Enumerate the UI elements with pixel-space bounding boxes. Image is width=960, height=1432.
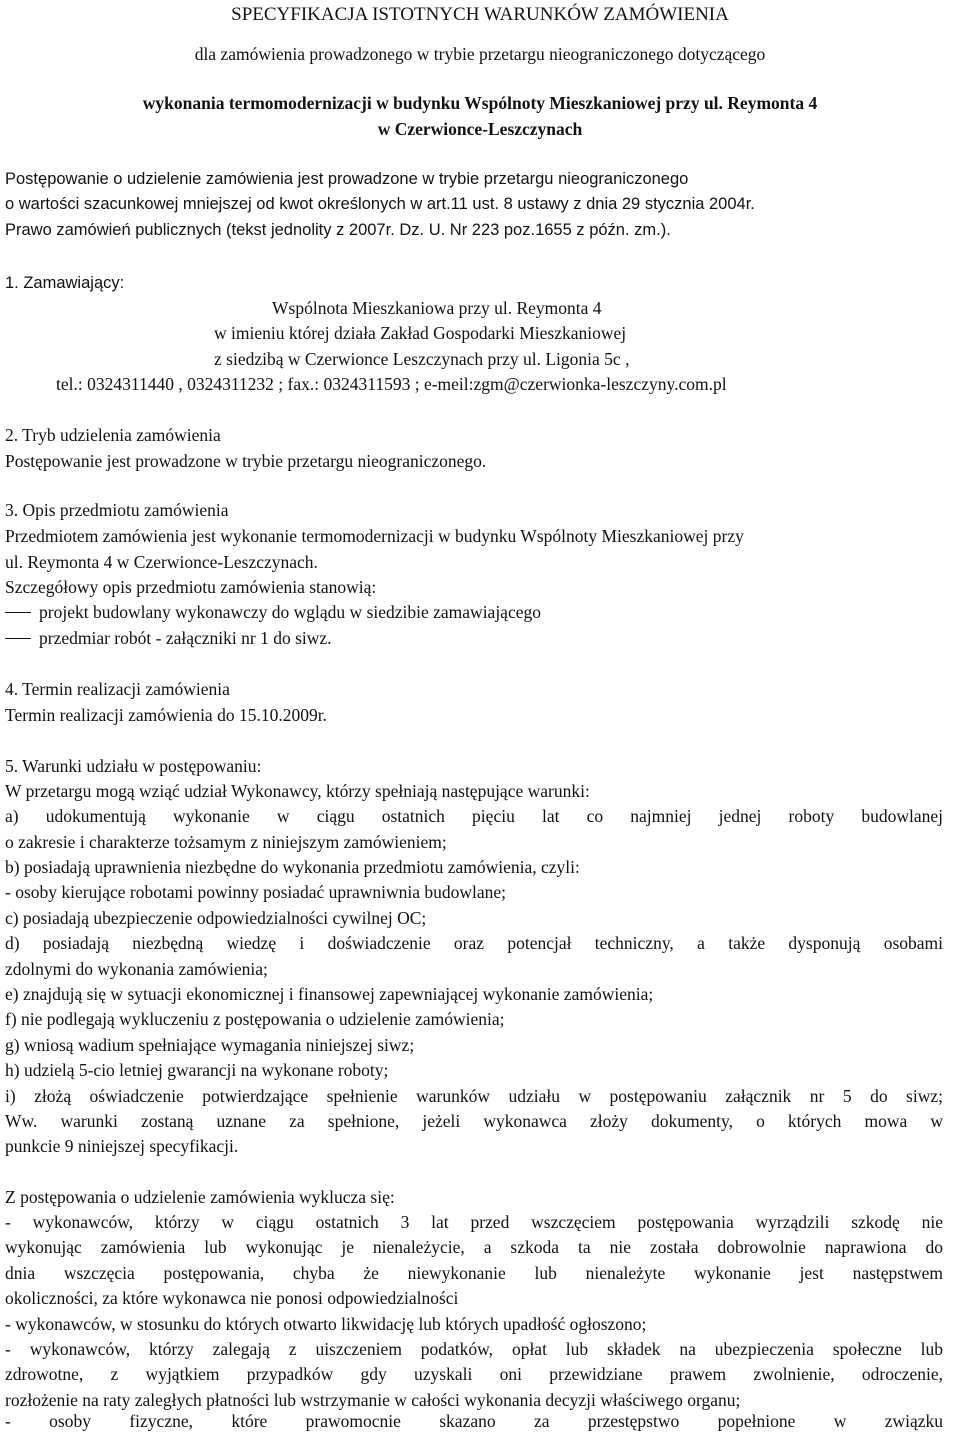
orderer-line: z siedzibą w Czerwionce Leszczynach przy ul. Ligonia 5c , — [214, 349, 630, 369]
condition-line: punkcie 9 niniejszej specyfikacji. — [5, 1136, 239, 1156]
exclusion-line: rozłożenie na raty zaległych płatności lub wstrzymanie w całości wykonania decyzji właściwego organu; — [5, 1390, 741, 1410]
exclusion-line: okoliczności, za które wykonawca nie ponosi odpowiedzialności — [5, 1288, 459, 1308]
intro-line: Postępowanie o udzielenie zamówienia jest prowadzone w trybie przetargu nieograniczonego — [5, 170, 689, 188]
bullet-item: projekt budowlany wykonawczy do wglądu w siedzibie zamawiającego — [39, 602, 541, 622]
condition-line: Ww. warunki zostaną uznane za spełnione, jeżeli wykonawca złoży dokumenty, o których mowa w — [5, 1111, 943, 1131]
exclusion-line: wykonując zamówienia lub wykonując je nienależycie, a szkoda ta nie została dobrowolnie naprawiona do — [5, 1237, 943, 1257]
subject-line: w Czerwionce-Leszczynach — [377, 119, 583, 139]
bullet-dash — [5, 638, 31, 639]
exclusion-line: zdrowotne, z wyjątkiem przypadków gdy uzyskali oni przewidziane prawem zwolnienie, odroczenie, — [5, 1364, 943, 1384]
section-heading: 1. Zamawiający: — [5, 274, 125, 292]
section-heading: 4. Termin realizacji zamówienia — [5, 679, 230, 699]
condition-line: h) udzielą 5-cio letniej gwarancji na wykonane roboty; — [5, 1060, 389, 1080]
section-heading: 2. Tryb udzielenia zamówienia — [5, 425, 221, 445]
section-text: Szczegółowy opis przedmiotu zamówienia stanowią: — [5, 577, 377, 597]
section-text: Termin realizacji zamówienia do 15.10.2009r. — [5, 705, 327, 725]
section-text: Postępowanie jest prowadzone w trybie przetargu nieograniczonego. — [5, 451, 487, 471]
bullet-dash — [5, 612, 31, 613]
condition-line: o zakresie i charakterze tożsamym z niniejszym zamówieniem; — [5, 832, 447, 852]
section-heading: 5. Warunki udziału w postępowaniu: — [5, 756, 262, 776]
condition-line: b) posiadają uprawnienia niezbędne do wykonania przedmiotu zamówienia, czyli: — [5, 857, 580, 877]
exclusion-line: - wykonawców, którzy w ciągu ostatnich 3 lat przed wszczęciem postępowania wyrządzili szkodę nie — [5, 1212, 943, 1232]
exclusions-intro: Z postępowania o udzielenie zamówienia wyklucza się: — [5, 1187, 395, 1207]
condition-line: f) nie podlegają wykluczeniu z postępowania o udzielenie zamówienia; — [5, 1009, 505, 1029]
section-text: Przedmiotem zamówienia jest wykonanie termomodernizacji w budynku Wspólnoty Mieszkaniowej przy — [5, 526, 744, 546]
exclusion-line: dnia wszczęcia postępowania, chyba że niewykonanie lub nienależyte wykonanie jest następstwem — [5, 1263, 943, 1283]
condition-line: W przetargu mogą wziąć udział Wykonawcy, którzy spełniają następujące warunki: — [5, 781, 590, 801]
condition-line: d) posiadają niezbędną wiedzę i doświadczenie oraz potencjał techniczny, a także dysponują osobami — [5, 933, 943, 953]
exclusion-line: - wykonawców, w stosunku do których otwarto likwidację lub których upadłość ogłoszono; — [5, 1314, 647, 1334]
subject-line: wykonania termomodernizacji w budynku Wspólnoty Mieszkaniowej przy ul. Reymonta 4 — [142, 93, 818, 113]
section-heading: 3. Opis przedmiotu zamówienia — [5, 500, 229, 520]
orderer-line: w imieniu której działa Zakład Gospodarki Mieszkaniowej — [214, 323, 627, 343]
intro-line: Prawo zamówień publicznych (tekst jednolity z 2007r. Dz. U. Nr 223 poz.1655 z późn. zm.). — [5, 221, 671, 239]
condition-line: g) wniosą wadium spełniające wymagania niniejszej siwz; — [5, 1035, 415, 1055]
exclusion-line: - wykonawców, którzy zalegają z uiszczeniem podatków, opłat lub składek na ubezpieczenia społeczne lub — [5, 1339, 943, 1359]
intro-line: o wartości szacunkowej mniejszej od kwot określonych w art.11 ust. 8 ustawy z dnia 29 stycznia 2004r. — [5, 195, 755, 213]
condition-line: e) znajdują się w sytuacji ekonomicznej i finansowej zapewniającej wykonanie zamówienia; — [5, 984, 654, 1004]
condition-line: c) posiadają ubezpieczenie odpowiedzialności cywilnej OC; — [5, 908, 427, 928]
condition-line: i) złożą oświadczenie potwierdzające spełnienie warunków udziału w postępowaniu załącznik nr 5 do siwz; — [5, 1086, 943, 1106]
exclusion-line: - osoby fizyczne, które prawomocnie skazano za przestępstwo popełnione w związku — [5, 1411, 943, 1431]
bullet-item: przedmiar robót - załączniki nr 1 do siwz. — [39, 628, 332, 648]
contact-line: tel.: 0324311440 , 0324311232 ; fax.: 0324311593 ; e-meil:zgm@czerwionka-leszczyny.com.pl — [56, 374, 727, 394]
condition-line: a) udokumentują wykonanie w ciągu ostatnich pięciu lat co najmniej jednej roboty budowlanej — [5, 806, 943, 826]
condition-line: - osoby kierujące robotami powinny posiadać uprawniwnia budowlane; — [5, 882, 507, 902]
document-subtitle: dla zamówienia prowadzonego w trybie przetargu nieograniczonego dotyczącego — [194, 44, 766, 64]
document-title: SPECYFIKACJA ISTOTNYCH WARUNKÓW ZAMÓWIENIA — [231, 4, 729, 25]
orderer-line: Wspólnota Mieszkaniowa przy ul. Reymonta 4 — [272, 298, 602, 318]
section-text: ul. Reymonta 4 w Czerwionce-Leszczynach. — [5, 552, 318, 572]
condition-line: zdolnymi do wykonania zamówienia; — [5, 959, 268, 979]
